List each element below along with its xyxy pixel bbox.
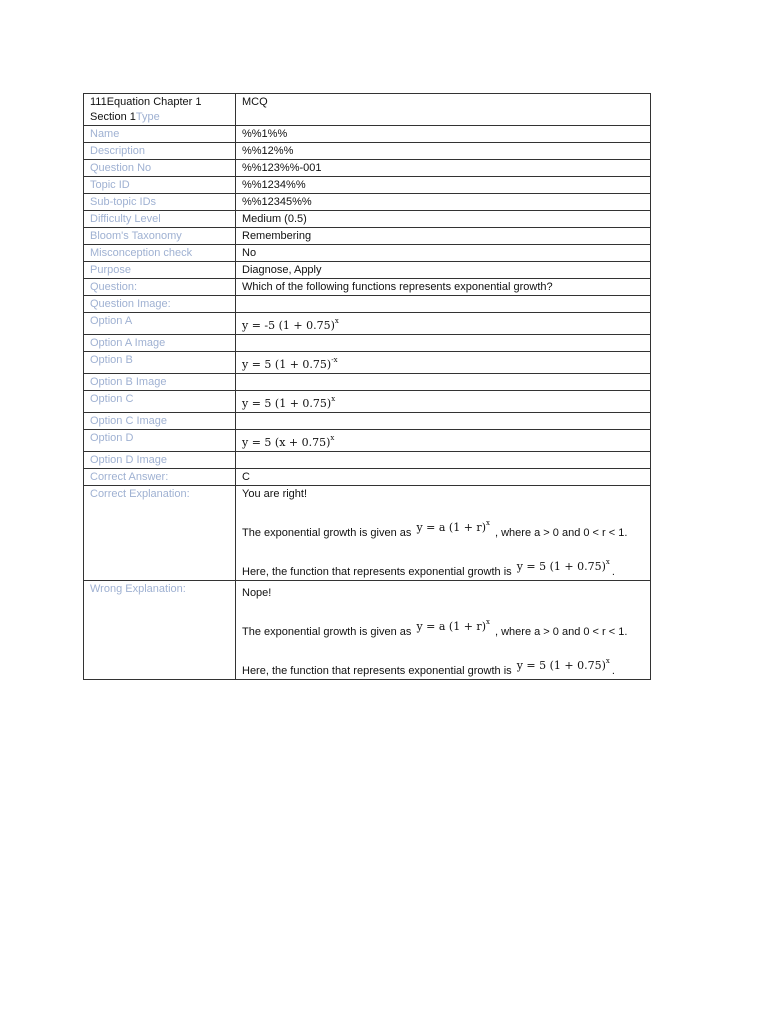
option-d-exponent: x xyxy=(330,434,335,442)
table-row xyxy=(84,413,651,430)
wrong-explanation-line2-tail: , where a > 0 and 0 < r < 1. xyxy=(495,626,628,638)
correct-answer-value: C xyxy=(236,469,651,486)
formula-base: y = 5 (1 + 0.75) xyxy=(516,560,606,573)
row-key: Bloom's Taxonomy xyxy=(84,228,236,245)
table-row xyxy=(84,430,651,452)
correct-explanation-line1: You are right! xyxy=(242,488,308,500)
wrong-explanation-line3-tail: . xyxy=(611,665,615,677)
formula-base: y = a (1 + r) xyxy=(416,620,486,633)
row-key: Purpose xyxy=(84,262,236,279)
row-key: Question: xyxy=(84,279,236,296)
header-key-part2: Section 1 xyxy=(90,111,136,123)
option-c-image-label: Option C Image xyxy=(84,413,236,430)
correct-explanation-answer-formula xyxy=(515,560,612,573)
wrong-explanation-line3-text: Here, the function that represents exponential growth is xyxy=(242,665,512,677)
correct-explanation-formula xyxy=(414,521,491,534)
table-row xyxy=(84,335,651,352)
row-value: %%123%%-001 xyxy=(236,160,651,177)
table-row xyxy=(84,352,651,374)
option-a-label: Option A xyxy=(84,313,236,335)
table-row xyxy=(84,177,651,194)
correct-explanation-line2-text: The exponential growth is given as xyxy=(242,527,412,539)
table-row xyxy=(84,296,651,313)
question-metadata-table xyxy=(83,93,651,680)
option-c-image xyxy=(236,413,651,430)
correct-explanation-line2 xyxy=(242,519,645,541)
option-d-value xyxy=(236,430,651,452)
table-row xyxy=(84,160,651,177)
row-value: Remembering xyxy=(236,228,651,245)
row-key: Misconception check xyxy=(84,245,236,262)
correct-answer-label: Correct Answer: xyxy=(84,469,236,486)
correct-explanation-line3 xyxy=(242,558,645,580)
option-d-base: y = 5 (x + 0.75) xyxy=(242,436,331,449)
row-key: Difficulty Level xyxy=(84,211,236,228)
option-a-exponent: x xyxy=(334,317,339,325)
option-a-image-label: Option A Image xyxy=(84,335,236,352)
row-value: %%12%% xyxy=(236,143,651,160)
option-b-math xyxy=(242,353,338,372)
table-row xyxy=(84,194,651,211)
table-row xyxy=(84,94,651,126)
row-value xyxy=(236,296,651,313)
option-a-base: y = -5 (1 + 0.75) xyxy=(242,319,335,332)
row-key: Topic ID xyxy=(84,177,236,194)
correct-explanation-cell xyxy=(236,486,651,581)
correct-explanation-line3-text: Here, the function that represents exponential growth is xyxy=(242,566,512,578)
table-row xyxy=(84,452,651,469)
row-value: No xyxy=(236,245,651,262)
header-key-cell xyxy=(84,94,236,126)
table-row xyxy=(84,279,651,296)
wrong-explanation-answer-formula xyxy=(515,659,612,672)
option-b-exponent: -x xyxy=(331,356,338,364)
option-b-value xyxy=(236,352,651,374)
table-row xyxy=(84,211,651,228)
wrong-explanation-line3 xyxy=(242,657,645,679)
option-d-image-label: Option D Image xyxy=(84,452,236,469)
option-a-value xyxy=(236,313,651,335)
table-row xyxy=(84,469,651,486)
question-text: Which of the following functions represents exponential growth? xyxy=(236,279,651,296)
table-row xyxy=(84,143,651,160)
formula-base: y = a (1 + r) xyxy=(416,521,486,534)
correct-explanation-line2-tail: , where a > 0 and 0 < r < 1. xyxy=(495,527,628,539)
formula-exponent: x xyxy=(485,618,490,626)
option-a-math xyxy=(242,314,339,333)
option-a-image xyxy=(236,335,651,352)
option-c-exponent: x xyxy=(331,395,336,403)
table-row xyxy=(84,245,651,262)
option-d-image xyxy=(236,452,651,469)
row-key: Question Image: xyxy=(84,296,236,313)
row-value: Diagnose, Apply xyxy=(236,262,651,279)
table-row xyxy=(84,313,651,335)
correct-explanation-line3-tail: . xyxy=(611,566,615,578)
option-c-label: Option C xyxy=(84,391,236,413)
option-b-base: y = 5 (1 + 0.75) xyxy=(242,358,332,371)
option-c-math xyxy=(242,392,335,411)
option-c-value xyxy=(236,391,651,413)
wrong-explanation-line1: Nope! xyxy=(242,587,272,599)
option-b-image-label: Option B Image xyxy=(84,374,236,391)
row-key: Name xyxy=(84,126,236,143)
formula-base: y = 5 (1 + 0.75) xyxy=(516,659,606,672)
wrong-explanation-line2 xyxy=(242,618,645,640)
option-b-label: Option B xyxy=(84,352,236,374)
table-row xyxy=(84,374,651,391)
wrong-explanation-line2-text: The exponential growth is given as xyxy=(242,626,412,638)
row-key: Sub-topic IDs xyxy=(84,194,236,211)
wrong-explanation-formula xyxy=(414,620,491,633)
table-row xyxy=(84,228,651,245)
table-row xyxy=(84,126,651,143)
formula-exponent: x xyxy=(605,558,610,566)
wrong-explanation-label: Wrong Explanation: xyxy=(84,581,236,680)
header-value-cell: MCQ xyxy=(236,94,651,126)
formula-exponent: x xyxy=(485,519,490,527)
wrong-explanation-cell xyxy=(236,581,651,680)
option-b-image xyxy=(236,374,651,391)
row-key: Description xyxy=(84,143,236,160)
table-row xyxy=(84,581,651,680)
row-value: %%12345%% xyxy=(236,194,651,211)
table-row xyxy=(84,486,651,581)
correct-explanation-label: Correct Explanation: xyxy=(84,486,236,581)
table-row xyxy=(84,262,651,279)
row-value: %%1%% xyxy=(236,126,651,143)
formula-exponent: x xyxy=(605,657,610,665)
option-d-math xyxy=(242,431,334,450)
row-value: Medium (0.5) xyxy=(236,211,651,228)
table-row xyxy=(84,391,651,413)
header-key-part3: Type xyxy=(135,111,160,123)
row-value: %%1234%% xyxy=(236,177,651,194)
option-c-base: y = 5 (1 + 0.75) xyxy=(242,397,332,410)
header-key-part1: 111Equation Chapter 1 xyxy=(90,96,202,108)
row-key: Question No xyxy=(84,160,236,177)
option-d-label: Option D xyxy=(84,430,236,452)
